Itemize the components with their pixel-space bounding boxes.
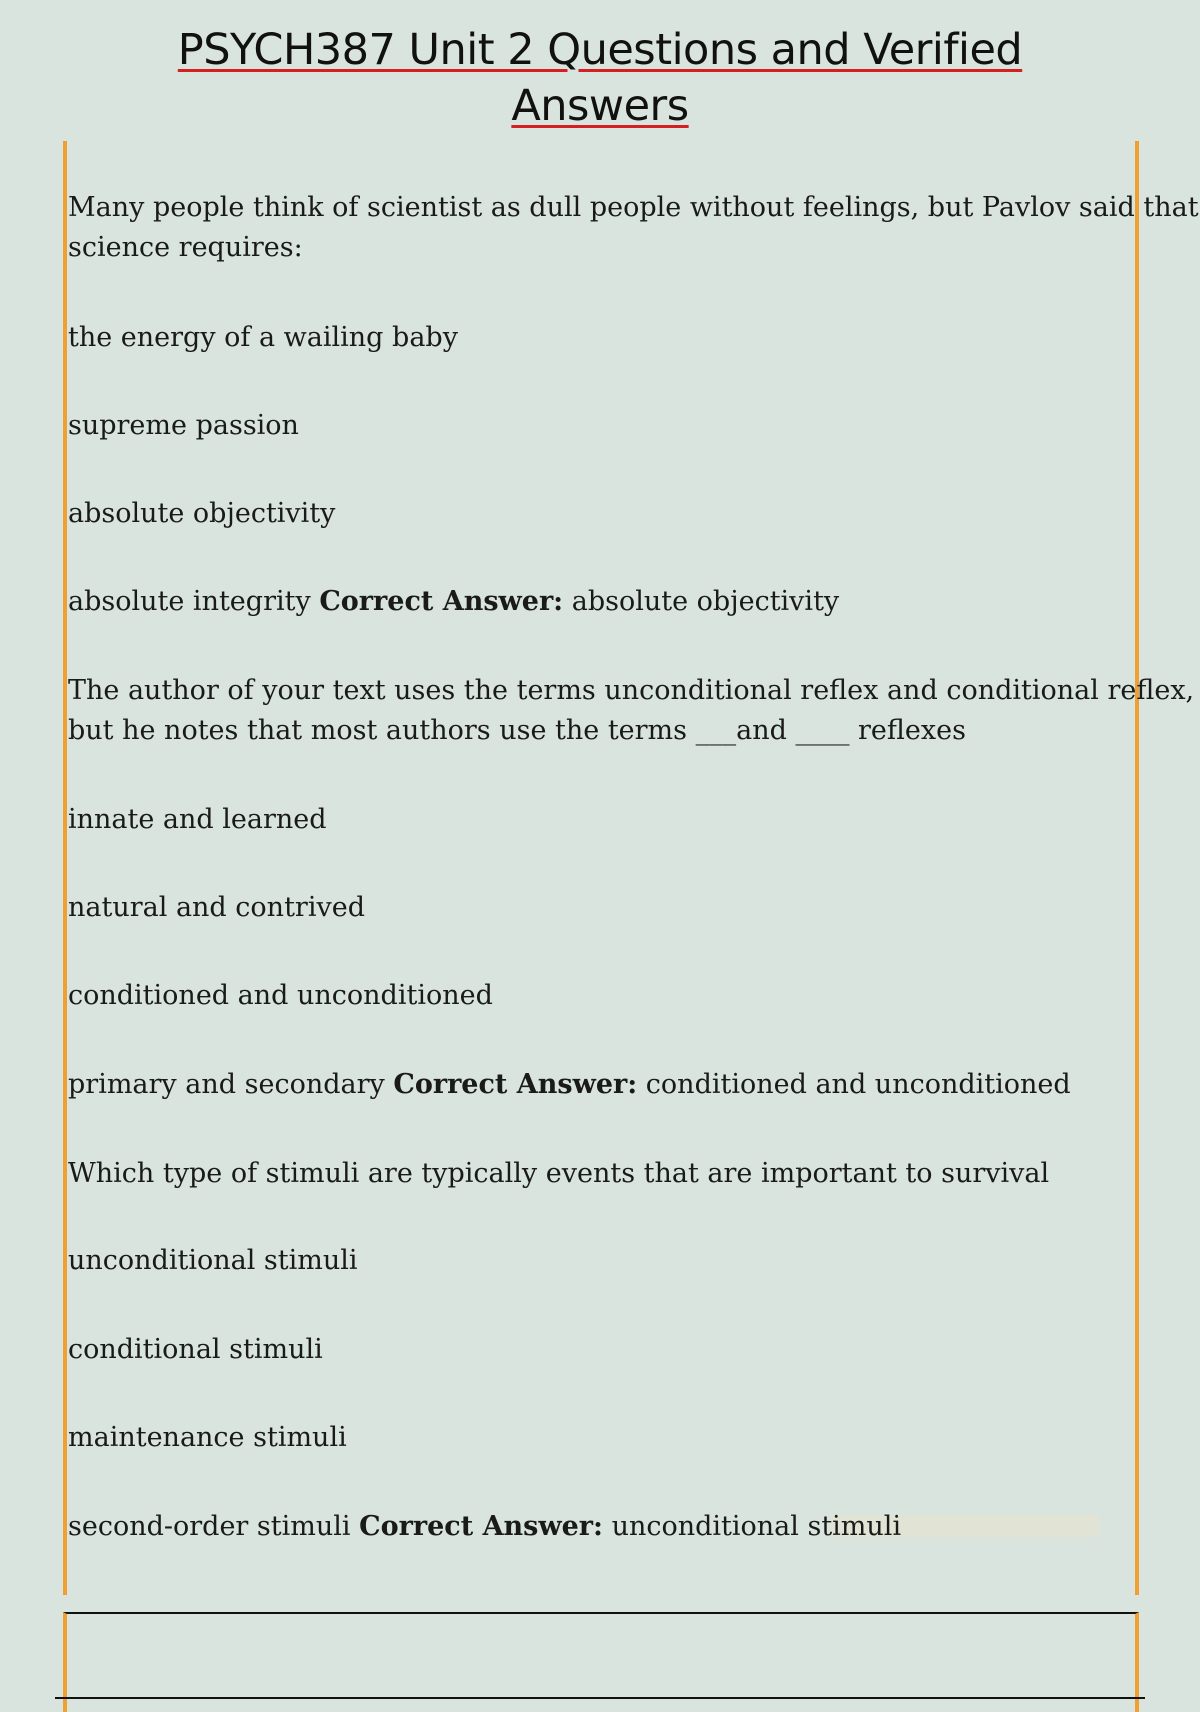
correct-answer-value: conditioned and unconditioned <box>645 1069 1071 1100</box>
question-1-option-1: the energy of a wailing baby <box>68 322 458 353</box>
question-1-option-3: absolute objectivity <box>68 498 336 529</box>
correct-answer-value: unconditional stimuli <box>611 1511 902 1542</box>
question-2-option-1: innate and learned <box>68 804 327 835</box>
option-text: absolute integrity <box>68 586 311 617</box>
page-title-line-2: Answers <box>511 81 689 131</box>
question-3-text: Which type of stimuli are typically events that are important to survival <box>68 1158 1050 1189</box>
question-1-option-2: supreme passion <box>68 410 299 441</box>
question-1-line-1: Many people think of scientist as dull people without feelings, but Pavlov said that <box>68 192 1199 223</box>
question-1-option-4-answer <box>68 582 1128 622</box>
question-2-line-1: The author of your text uses the terms unconditional reflex and conditional reflex, <box>68 675 1195 706</box>
option-text: second-order stimuli <box>68 1511 351 1542</box>
content-panel <box>63 141 1199 1595</box>
question-1-line-2: science requires: <box>68 232 303 263</box>
question-3-option-3: maintenance stimuli <box>68 1422 347 1453</box>
page-title-line-1: PSYCH387 Unit 2 Questions and Verified <box>177 25 1023 75</box>
correct-answer-value: absolute objectivity <box>571 586 840 617</box>
question-2-line-2: but he notes that most authors use the terms ___and ____ reflexes <box>68 715 966 746</box>
page-title <box>0 22 1200 134</box>
question-3-option-2: conditional stimuli <box>68 1334 323 1365</box>
question-2-option-2: natural and contrived <box>68 892 365 923</box>
question-2-option-4-answer <box>68 1065 1128 1105</box>
question-3-option-1: unconditional stimuli <box>68 1245 358 1276</box>
question-2-option-3: conditioned and unconditioned <box>68 980 493 1011</box>
divider <box>55 1697 1145 1699</box>
option-text: primary and secondary <box>68 1069 385 1100</box>
correct-answer-label: Correct Answer: <box>393 1069 638 1100</box>
question-3-option-4-answer <box>68 1507 1128 1547</box>
correct-answer-label: Correct Answer: <box>319 586 564 617</box>
correct-answer-label: Correct Answer: <box>359 1511 603 1542</box>
